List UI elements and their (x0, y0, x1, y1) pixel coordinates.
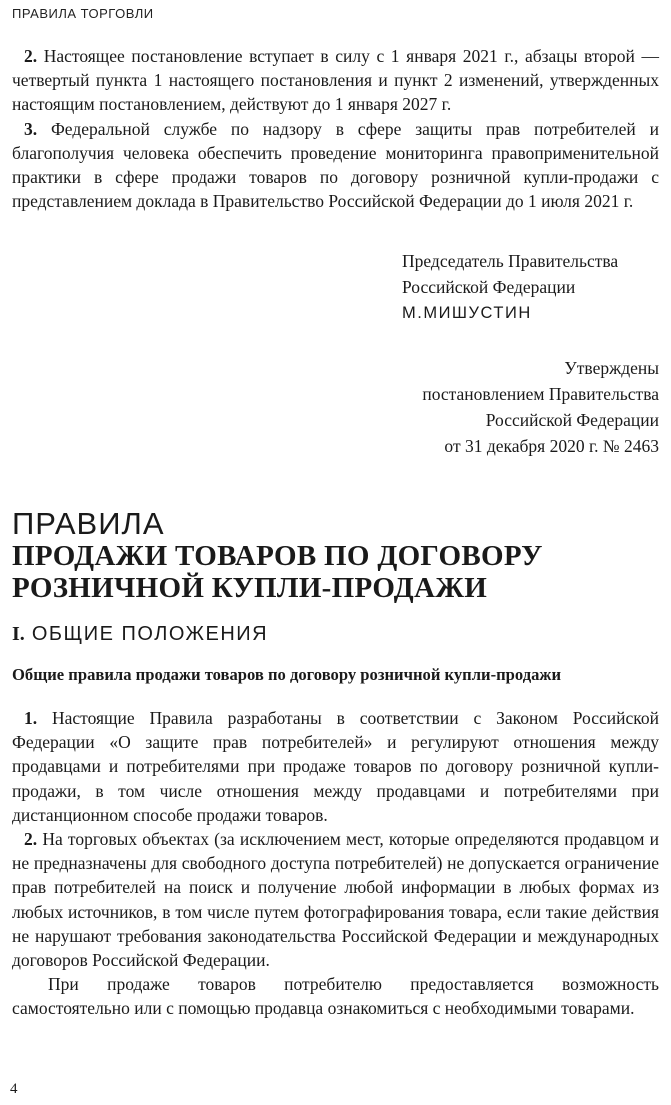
document-title (12, 508, 659, 604)
paragraph-number: 3. (24, 118, 38, 139)
decree-paragraphs (12, 44, 659, 213)
paragraph-text: На торговых объектах (за исключением мест, которые определяются продавцом и не предназначены для свободного доступа потребителей) не допускается ограничение прав потребителей на поиск и получение любой информации в любых формах из любых источников, в том числе путем фотографирования товара, если такие действия не нарушают требования законодательства Российской Федерации и международных договоров Российской Федерации. (12, 829, 659, 971)
paragraph-text: Федеральной службе по надзору в сфере защиты прав потребителей и благополучия человека обеспечить проведение мониторинга правоприменительной практики в сфере продажи товаров по договору розничной купли-продажи с представлением доклада в Правительство Российской Федерации до 1 июля 2021 г. (12, 118, 659, 212)
approval-line1: Утверждены (564, 358, 659, 378)
title-line-3: РОЗНИЧНОЙ КУПЛИ-ПРОДАЖИ (12, 572, 488, 604)
section-title: ОБЩИЕ ПОЛОЖЕНИЯ (24, 623, 269, 645)
subsection-heading: Общие правила продажи товаров по договору розничной купли-продажи (12, 665, 562, 684)
paragraph-number: 2. (24, 829, 38, 850)
rule-paragraph-1 (12, 706, 659, 827)
title-line-1: ПРАВИЛА (12, 506, 165, 541)
section-number: I. (12, 623, 25, 645)
approval-line4: от 31 декабря 2020 г. № 2463 (444, 436, 659, 456)
decree-paragraph-3 (12, 117, 659, 214)
decree-paragraph-2 (12, 44, 659, 117)
running-head: ПРАВИЛА ТОРГОВЛИ (12, 6, 154, 21)
rule-paragraph-continuation: При продаже товаров потребителю предоставляется возможность самостоятельно или с помощью продавца ознакомиться с необходимыми товарами. (12, 974, 659, 1019)
paragraph-text: Настоящие Правила разработаны в соответствии с Законом Российской Федерации «О защите прав потребителей» и регулируют отношения между продавцами и потребителями при продаже товаров по договору розничной купли-продажи, в том числе отношения между продавцами и потребителями при дистанционном способе продажи товаров. (12, 708, 659, 825)
paragraph-number: 2. (24, 46, 38, 66)
section-heading (12, 623, 268, 646)
approval-line2: постановлением Правительства (422, 384, 659, 404)
paragraph-number: 1. (24, 708, 38, 728)
signature-title-line2: Российской Федерации (402, 277, 576, 297)
title-line-2: ПРОДАЖИ ТОВАРОВ ПО ДОГОВОРУ (12, 540, 543, 572)
signatory-name: М.МИШУСТИН (402, 304, 532, 322)
rules-paragraphs (12, 706, 659, 1021)
rule-paragraph-2 (12, 827, 659, 972)
approval-stamp (422, 355, 659, 459)
signature-title-line1: Председатель Правительства (402, 251, 619, 271)
signature-block (402, 248, 618, 326)
page-number: 4 (10, 1081, 18, 1097)
approval-line3: Российской Федерации (485, 410, 659, 430)
paragraph-text: Настоящее постановление вступает в силу с 1 января 2021 г., абзацы второй — четвертый пункта 1 настоящего постановления и пункт 2 изменений, утвержденных настоящим постановлением, действуют до 1 января 2027 г. (12, 46, 659, 115)
